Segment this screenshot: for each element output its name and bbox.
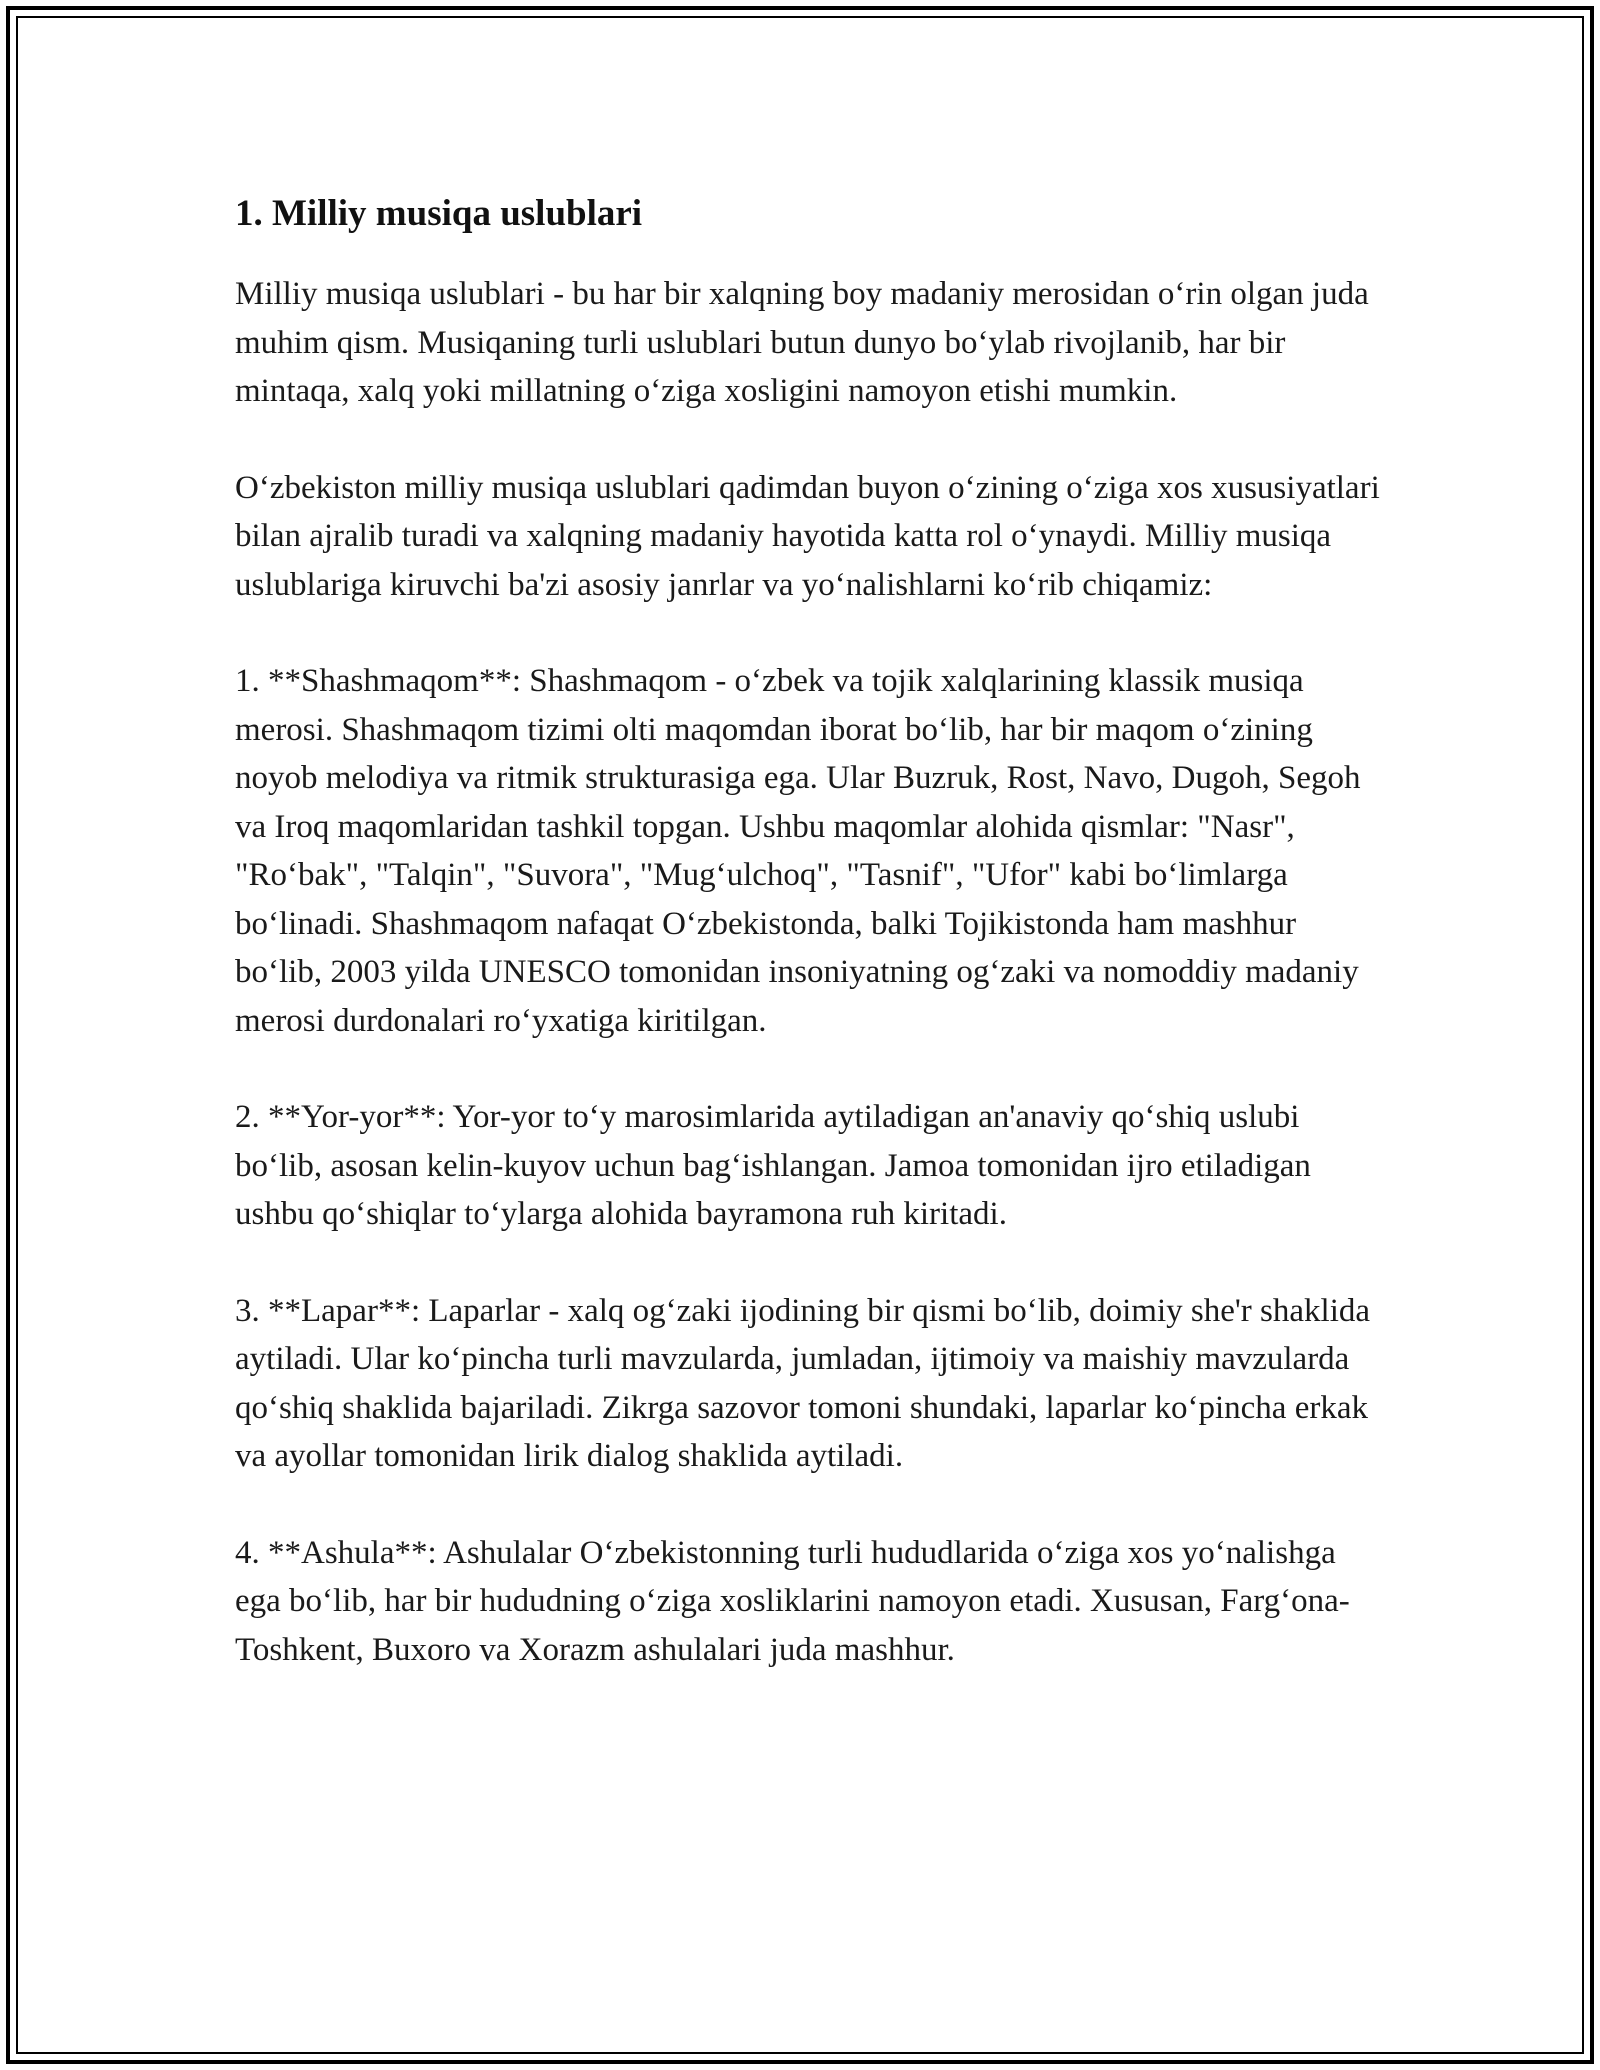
paragraph-lapar: 3. **Lapar**: Laparlar - xalq og‘zaki ijodining bir qismi bo‘lib, doimiy she'r shaklida aytiladi. Ular ko‘pincha turli mavzularda, jumladan, ijtimoiy va maishiy mavzularda qo‘shiq shaklida bajariladi. Zikrga sazovor tomoni shundaki, laparlar ko‘pincha erkak va ayollar tomonidan lirik dialog shaklida aytiladi. <box>235 1292 1371 1474</box>
paragraph-shashmaqom: 1. **Shashmaqom**: Shashmaqom - o‘zbek va tojik xalqlarining klassik musiqa merosi. Shashmaqom tizimi olti maqomdan iborat bo‘lib, har bir maqom o‘zining noyob melodiya va ritmik strukturasiga ega. Ular Buzruk, Rost, Navo, Dugoh, Segoh va Iroq maqomlaridan tashkil topgan. Ushbu maqomlar alohida qismlar: "Nasr", "Ro‘bak", "Talqin", "Suvora", "Mug‘ulchoq", "Tasnif", "Ufor" kabi bo‘limlarga bo‘linadi. Shashmaqom nafaqat O‘zbekistonda, balki Tojikistonda ham mashhur bo‘lib, 2003 yilda UNESCO tomonidan insoniyatning og‘zaki va nomoddiy madaniy merosi durdonalari ro‘yxatiga kiritilgan. <box>235 663 1361 1039</box>
paragraph-yor-yor: 2. **Yor-yor**: Yor-yor to‘y marosimlarida aytiladigan an'anaviy qo‘shiq uslubi bo‘lib, asosan kelin-kuyov uchun bag‘ishlangan. Jamoa tomonidan ijro etiladigan ushbu qo‘shiqlar to‘ylarga alohida bayramona ruh kiritadi. <box>235 1099 1311 1232</box>
paragraph-uzbekistan: O‘zbekiston milliy musiqa uslublari qadimdan buyon o‘zining o‘ziga xos xususiyatlari bilan ajralib turadi va xalqning madaniy hayotida katta rol o‘ynaydi. Milliy musiqa uslublariga kiruvchi ba'zi asosiy janrlar va yo‘nalishlarni ko‘rib chiqamiz: <box>235 469 1380 603</box>
document-page <box>235 190 1385 1722</box>
paragraph-ashula: 4. **Ashula**: Ashulalar O‘zbekistonning turli hududlarida o‘ziga xos yo‘nalishga ega bo‘lib, har bir hududning o‘ziga xosliklarini namoyon etadi. Xususan, Farg‘ona-Toshkent, Buxoro va Xorazm ashulalari juda mashhur. <box>235 1534 1350 1668</box>
section-heading: 1. Milliy musiqa uslublari <box>235 193 643 234</box>
paragraph-intro: Milliy musiqa uslublari - bu har bir xalqning boy madaniy merosidan o‘rin olgan juda muhim qism. Musiqaning turli uslublari butun dunyo bo‘ylab rivojlanib, har bir mintaqa, xalq yoki millatning o‘ziga xosligini namoyon etishi mumkin. <box>235 276 1369 409</box>
